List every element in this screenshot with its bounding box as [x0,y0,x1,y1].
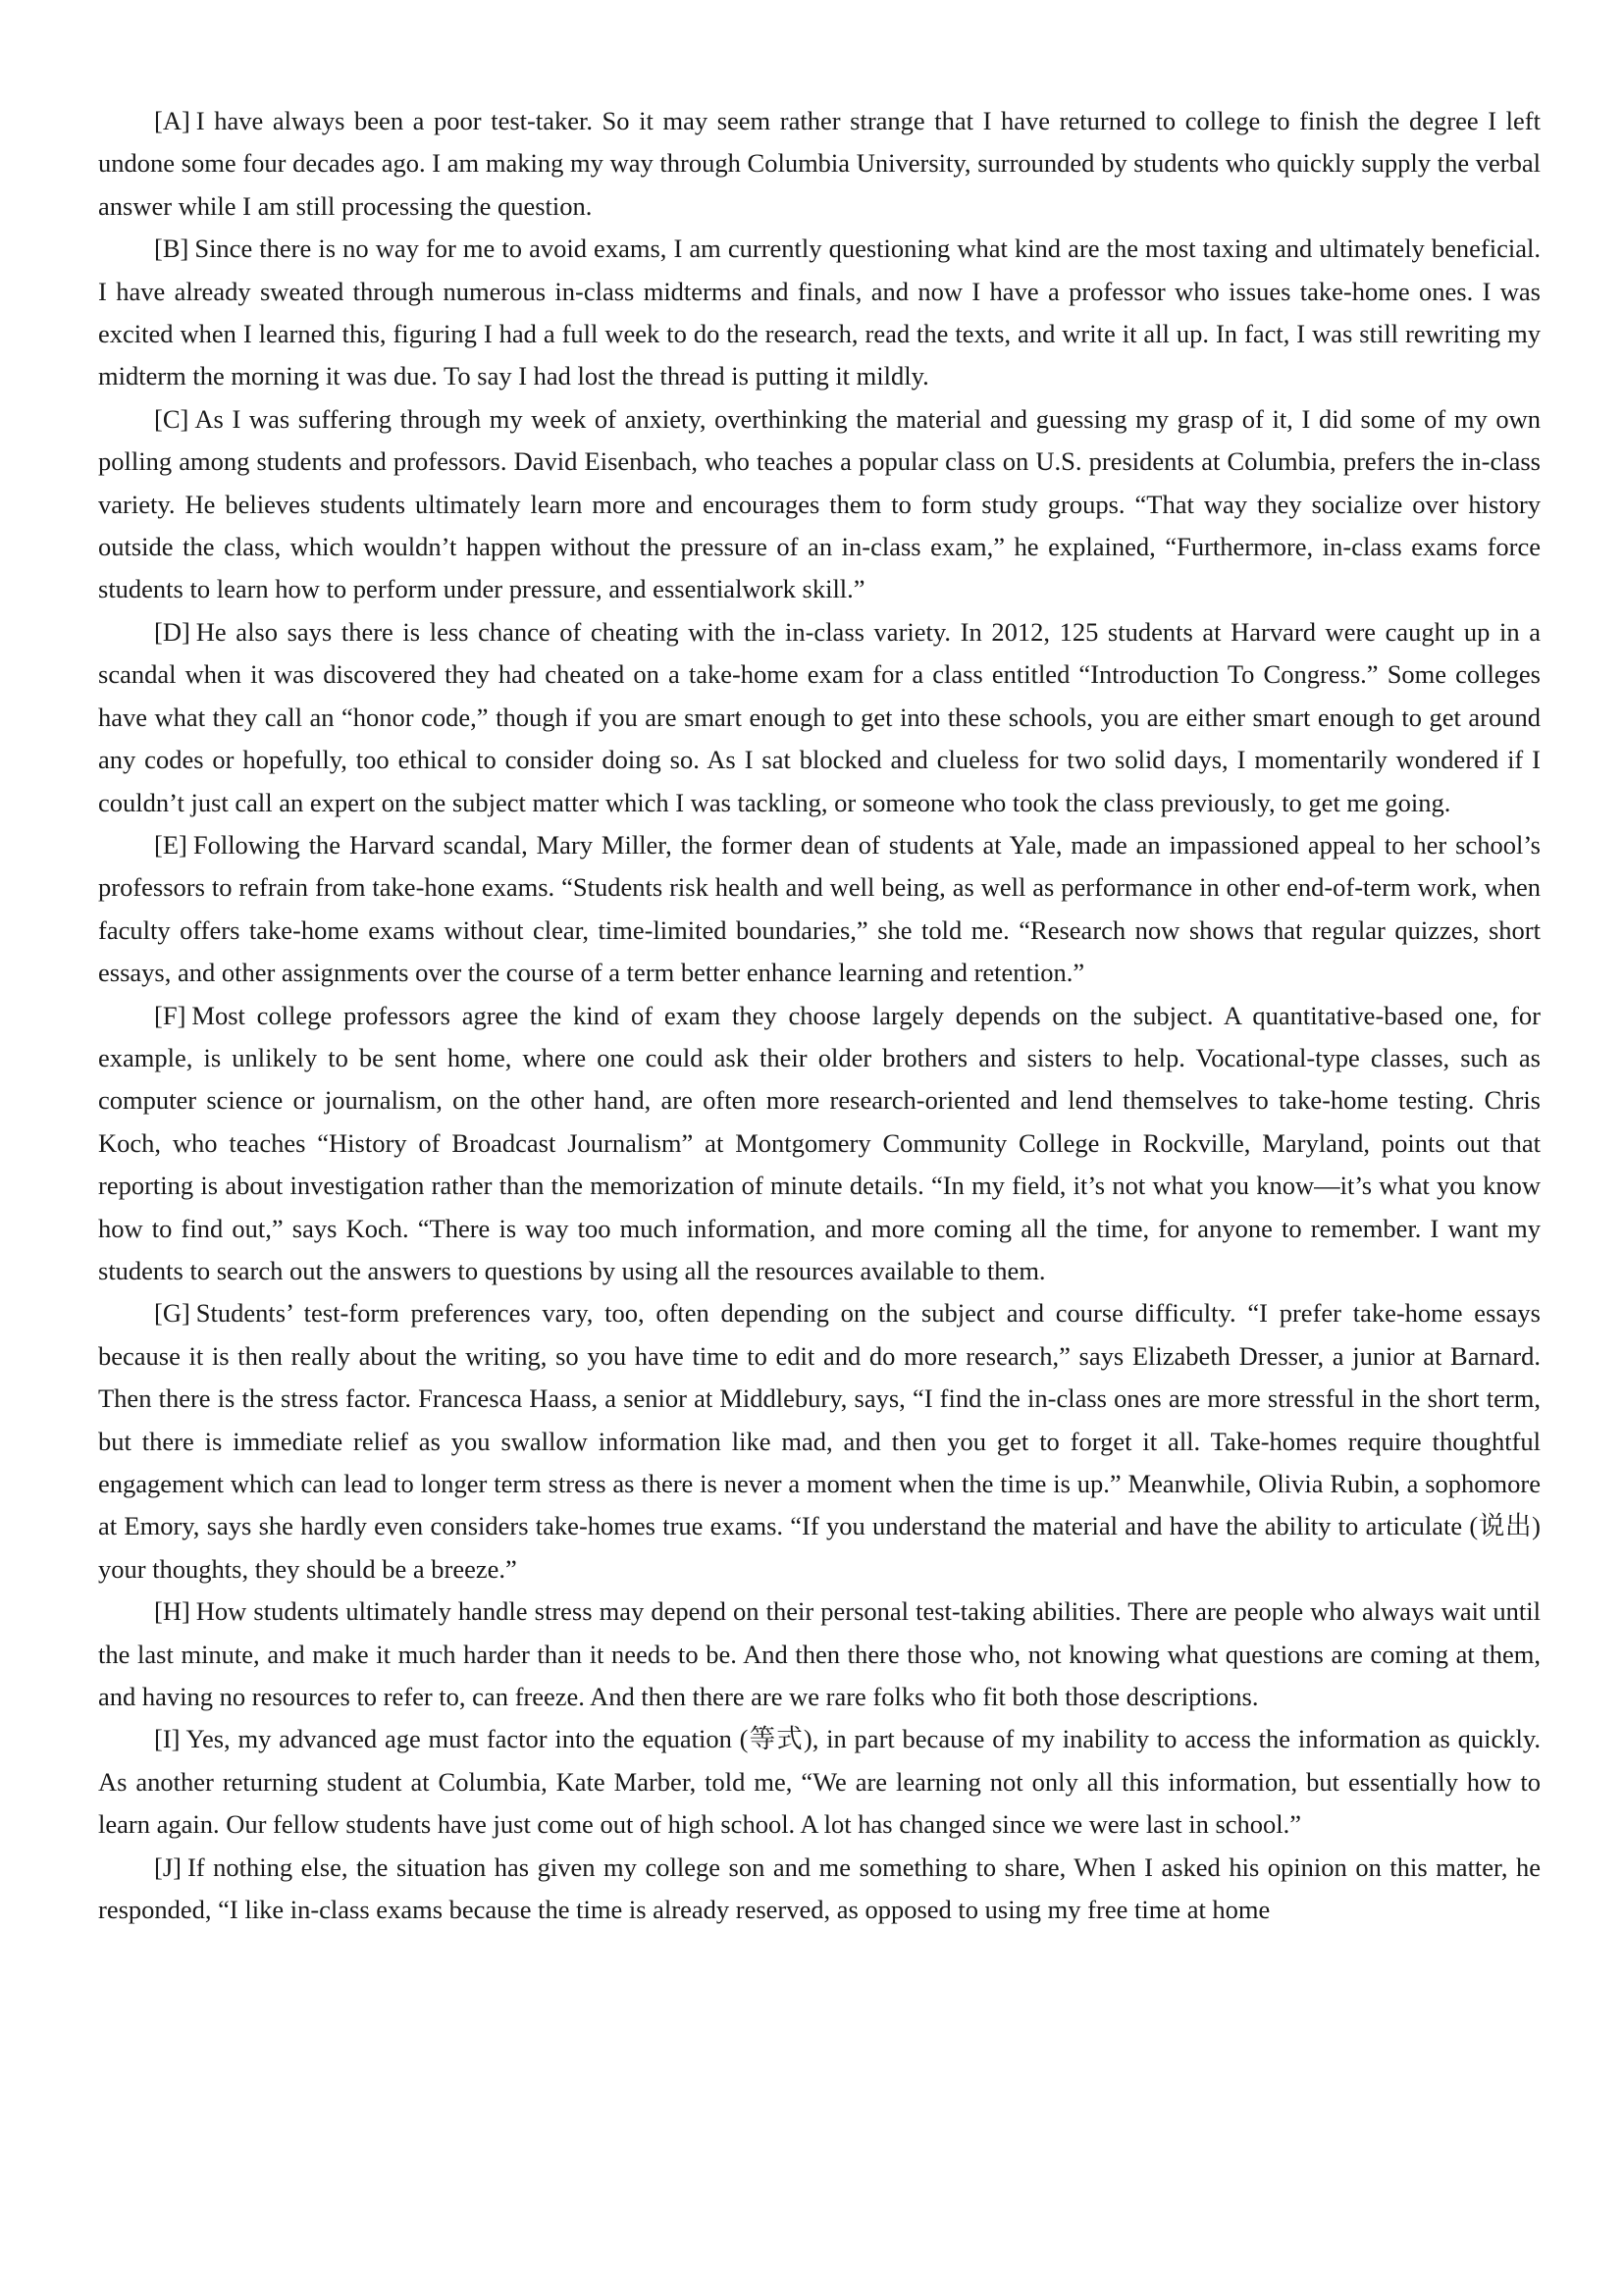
paragraph-text: Yes, my advanced age must factor into the equation (等式), in part because of my inability to access the information as quickly. As another returning student at Columbia, Kate Marber, told me, “We are learning not only all this information, but essentially how to learn again. Our fellow students have just come out of high school. A lot has changed since we were last in school.” [98,1724,1541,1840]
paragraph-label: [I] [154,1724,181,1754]
paragraph-a [98,100,1541,228]
paragraph-text: How students ultimately handle stress may depend on their personal test-taking abilities. There are people who always wait until the last minute, and make it much harder than it needs to be. And then there those who, not knowing what questions are coming at them, and having no resources to refer to, can freeze. And then there are we rare folks who fit both those descriptions. [98,1596,1541,1712]
paragraph-label: [A] [154,106,190,135]
paragraph-text: I have always been a poor test-taker. So it may seem rather strange that I have returned to college to finish the degree I left undone some four decades ago. I am making my way through Columbia University, surrounded by students who quickly supply the verbal answer while I am still processing the question. [98,106,1541,221]
paragraph-label: [B] [154,234,189,264]
paragraph-text: Most college professors agree the kind of exam they choose largely depends on the subject. A quantitative-based one, for example, is unlikely to be sent home, where one could ask their older brothers and sisters to help. Vocational-type classes, such as computer science or journalism, on the other hand, are often more research-oriented and lend themselves to take-home testing. Chris Koch, who teaches “History of Broadcast Journalism” at Montgomery Community College in Rockville, Maryland, points out that reporting is about investigation rather than the memorization of minute details. “In my field, it’s not what you know—it’s what you know how to find out,” says Koch. “There is way too much information, and more coming all the time, for anyone to remember. I want my students to search out the answers to questions by using all the resources available to them. [98,1000,1541,1285]
paragraph-f [98,995,1541,1293]
article-body [98,100,1541,1931]
paragraph-b [98,228,1541,398]
paragraph-label: [H] [154,1596,190,1627]
paragraph-text: As I was suffering through my week of anxiety, overthinking the material and guessing my grasp of it, I did some of my own polling among students and professors. David Eisenbach, who teaches a popular class on U.S. presidents at Columbia, prefers the in-class variety. He believes students ultimately learn more and encourages them to form study groups. “That way they socialize over history outside the class, which wouldn’t happen without the pressure of an in-class exam,” he explained, “Furthermore, in-class exams force students to learn how to perform under pressure, and essentialwork skill.” [98,403,1541,604]
paragraph-label: [G] [154,1298,190,1329]
paragraph-d [98,611,1541,824]
paragraph-i [98,1718,1541,1846]
paragraph-label: [C] [154,403,189,434]
paragraph-h [98,1591,1541,1718]
paragraph-text: If nothing else, the situation has given my college son and me something to share, When I asked his opinion on this matter, he responded, “I like in-class exams because the time is already reserved, as opposed to using my free time at home [98,1852,1541,1925]
paragraph-c [98,398,1541,611]
paragraph-text: Students’ test-form preferences vary, too, often depending on the subject and course difficulty. “I prefer take-home essays because it is then really about the writing, so you have time to edit and do more research,” says Elizabeth Dresser, a junior at Barnard. Then there is the stress factor. Francesca Haass, a senior at Middlebury, says, “I find the in-class ones are more stressful in the short term, but there is immediate relief as you swallow information like mad, and then you get to forget it all. Take-homes require thoughtful engagement which can lead to longer term stress as there is never a moment when the time is up.” Meanwhile, Olivia Rubin, a sophomore at Emory, says she hardly even considers take-homes true exams. “If you understand the material and have the ability to articulate (说出) your thoughts, they should be a breeze.” [98,1298,1541,1584]
paragraph-e [98,824,1541,995]
paragraph-label: [J] [154,1852,182,1882]
paragraph-text: He also says there is less chance of cheating with the in-class variety. In 2012, 125 students at Harvard were caught up in a scandal when it was discovered they had cheated on a take-home exam for a class entitled “Introduction To Congress.” Some colleges have what they call an “honor code,” though if you are smart enough to get into these schools, you are either smart enough to get around any codes or hopefully, too ethical to consider doing so. As I sat blocked and clueless for two solid days, I momentarily wondered if I couldn’t just call an expert on the subject matter which I was tackling, or someone who took the class previously, to get me going. [98,616,1541,817]
paragraph-label: [F] [154,1000,186,1030]
paragraph-label: [D] [154,616,190,647]
paragraph-label: [E] [154,829,187,860]
paragraph-j [98,1847,1541,1932]
paragraph-text: Since there is no way for me to avoid exams, I am currently questioning what kind are the most taxing and ultimately beneficial. I have already sweated through numerous in-class midterms and finals, and now I have a professor who issues take-home ones. I was excited when I learned this, figuring I had a full week to do the research, read the texts, and write it all up. In fact, I was still rewriting my midterm the morning it was due. To say I had lost the thread is putting it mildly. [98,234,1541,391]
paragraph-text: Following the Harvard scandal, Mary Miller, the former dean of students at Yale, made an impassioned appeal to her school’s professors to refrain from take-hone exams. “Students risk health and well being, as well as performance in other end-of-term work, when faculty offers take-home exams without clear, time-limited boundaries,” she told me. “Research now shows that regular quizzes, short essays, and other assignments over the course of a term better enhance learning and retention.” [98,829,1541,988]
paragraph-g [98,1292,1541,1591]
